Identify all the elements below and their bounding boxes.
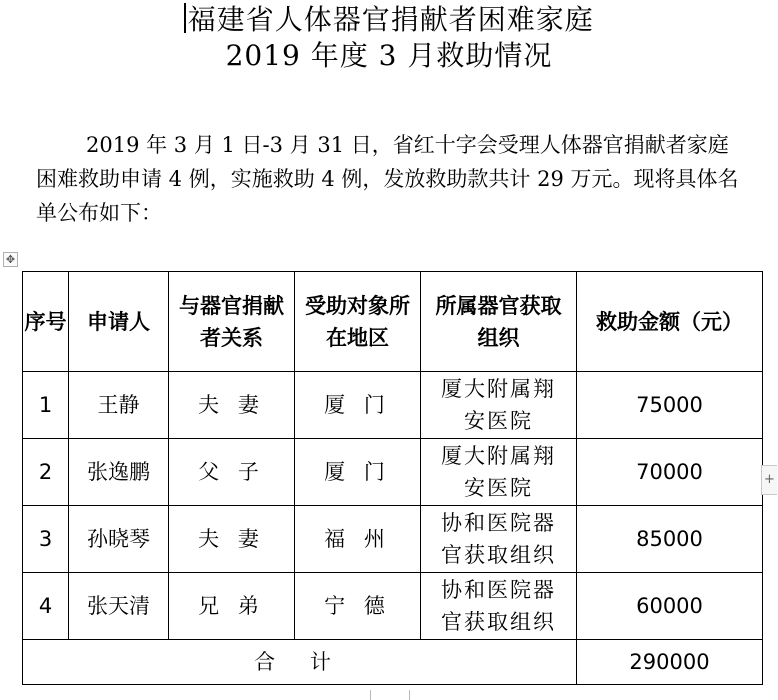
aid-table [22,271,763,685]
cell-no: 1 [23,372,69,439]
cell-relation: 兄 弟 [169,573,295,640]
title-line-2: 2019 年度 3 月救助情况 [225,39,553,72]
cell-region: 厦 门 [295,372,421,439]
table-total-row [23,640,763,685]
move-cross-icon: ✥ [5,253,16,266]
cell-applicant: 孙晓琴 [69,506,169,573]
title-line-1 [0,2,778,38]
cell-org: 协和医院器官获取组织 [421,573,577,640]
cell-amount: 85000 [577,506,763,573]
cell-no: 2 [23,439,69,506]
header-amount: 救助金额（元） [577,272,763,372]
plus-icon: + [764,472,775,487]
table-row [23,573,763,640]
add-row-button[interactable] [761,465,777,495]
cell-relation: 父 子 [169,439,295,506]
cell-region: 福 州 [295,506,421,573]
table-move-handle[interactable] [3,252,18,267]
table-resize-handle[interactable] [370,690,410,700]
header-applicant: 申请人 [69,272,169,372]
cell-relation: 夫 妻 [169,372,295,439]
total-amount: 290000 [577,640,763,685]
cell-no: 3 [23,506,69,573]
cell-no: 4 [23,573,69,640]
cell-amount: 70000 [577,439,763,506]
cell-org: 协和医院器官获取组织 [421,506,577,573]
document-title [0,2,778,74]
cell-region: 厦 门 [295,439,421,506]
cell-applicant: 张天清 [69,573,169,640]
total-label: 合 计 [23,640,577,685]
table-row [23,506,763,573]
header-org: 所属器官获取组织 [421,272,577,372]
title-line-1-text: 福建省人体器官捐献者困难家庭 [187,3,594,36]
cell-org: 厦大附属翔安医院 [421,439,577,506]
header-relation: 与器官捐献者关系 [169,272,295,372]
cell-amount: 60000 [577,573,763,640]
header-no: 序号 [23,272,69,372]
table-header-row [23,272,763,372]
cell-applicant: 张逸鹏 [69,439,169,506]
header-region: 受助对象所在地区 [295,272,421,372]
text-cursor [184,3,186,33]
cell-region: 宁 德 [295,573,421,640]
cell-amount: 75000 [577,372,763,439]
table-row [23,439,763,506]
intro-paragraph: 2019 年 3 月 1 日-3 月 31 日，省红十字会受理人体器官捐献者家庭困难救助申请 4 例，实施救助 4 例，发放救助款共计 29 万元。现将具体名单公布如下： [36,133,739,225]
cell-org: 厦大附属翔安医院 [421,372,577,439]
cell-relation: 夫 妻 [169,506,295,573]
cell-applicant: 王静 [69,372,169,439]
table-row [23,372,763,439]
